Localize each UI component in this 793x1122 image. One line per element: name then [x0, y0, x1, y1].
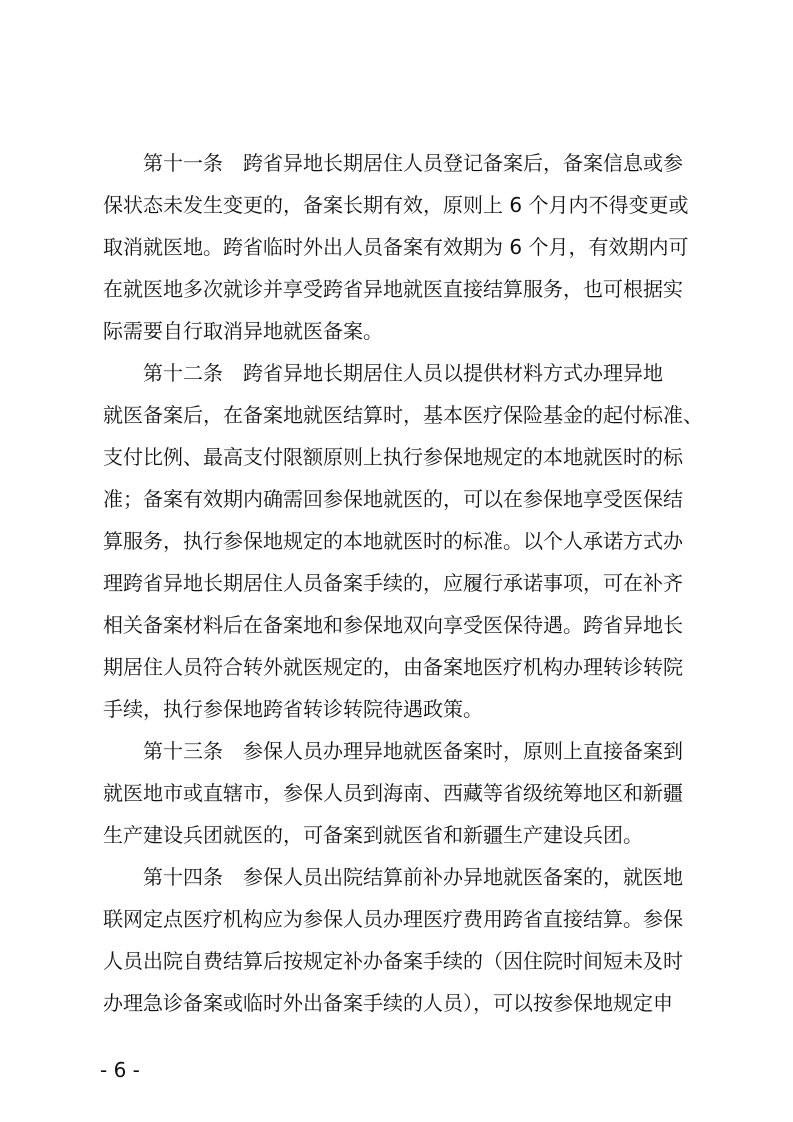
article-13-line-1: 第十三条 参保人员办理异地就医备案时，原则上直接备案到 — [143, 739, 683, 763]
article-12-line-6: 理跨省异地长期居住人员备案手续的，应履行承诺事项，可在补齐 — [103, 571, 683, 595]
article-12-line-5: 算服务，执行参保地规定的本地就医时的标准。以个人承诺方式办 — [103, 529, 683, 553]
article-12-line-2: 就医备案后，在备案地就医结算时，基本医疗保险基金的起付标准、 — [103, 403, 703, 427]
article-13-line-2: 就医地市或直辖市，参保人员到海南、西藏等省级统筹地区和新疆 — [103, 781, 683, 805]
article-13-line-3: 生产建设兵团就医的，可备案到就医省和新疆生产建设兵团。 — [103, 823, 643, 847]
article-14-line-4: 办理急诊备案或临时外出备案手续的人员），可以按参保地规定申 — [103, 991, 673, 1015]
article-11-line-3: 取消就医地。跨省临时外出人员备案有效期为 6 个月，有效期内可 — [103, 235, 689, 259]
article-11-line-5: 际需要自行取消异地就医备案。 — [103, 319, 383, 343]
article-14-line-1: 第十四条 参保人员出院结算前补办异地就医备案的，就医地 — [143, 865, 683, 889]
article-12-line-3: 支付比例、最高支付限额原则上执行参保地规定的本地就医时的标 — [103, 445, 683, 469]
article-11-line-2: 保状态未发生变更的，备案长期有效，原则上 6 个月内不得变更或 — [103, 193, 689, 217]
article-14-line-3: 人员出院自费结算后按规定补办备案手续的（因住院时间短未及时 — [103, 949, 683, 973]
article-12-line-4: 准；备案有效期内确需回参保地就医的，可以在参保地享受医保结 — [103, 487, 683, 511]
article-11-line-4: 在就医地多次就诊并享受跨省异地就医直接结算服务，也可根据实 — [103, 277, 683, 301]
article-12-line-9: 手续，执行参保地跨省转诊转院待遇政策。 — [103, 697, 483, 721]
article-12-line-7: 相关备案材料后在备案地和参保地双向享受医保待遇。跨省异地长 — [103, 613, 683, 637]
article-12-line-8: 期居住人员符合转外就医规定的，由备案地医疗机构办理转诊转院 — [103, 655, 683, 679]
article-14-line-2: 联网定点医疗机构应为参保人员办理医疗费用跨省直接结算。参保 — [103, 907, 683, 931]
page-number: - 6 - — [100, 1058, 140, 1082]
article-11-line-1: 第十一条 跨省异地长期居住人员登记备案后，备案信息或参 — [143, 151, 683, 175]
article-12-line-1: 第十二条 跨省异地长期居住人员以提供材料方式办理异地 — [143, 361, 663, 385]
